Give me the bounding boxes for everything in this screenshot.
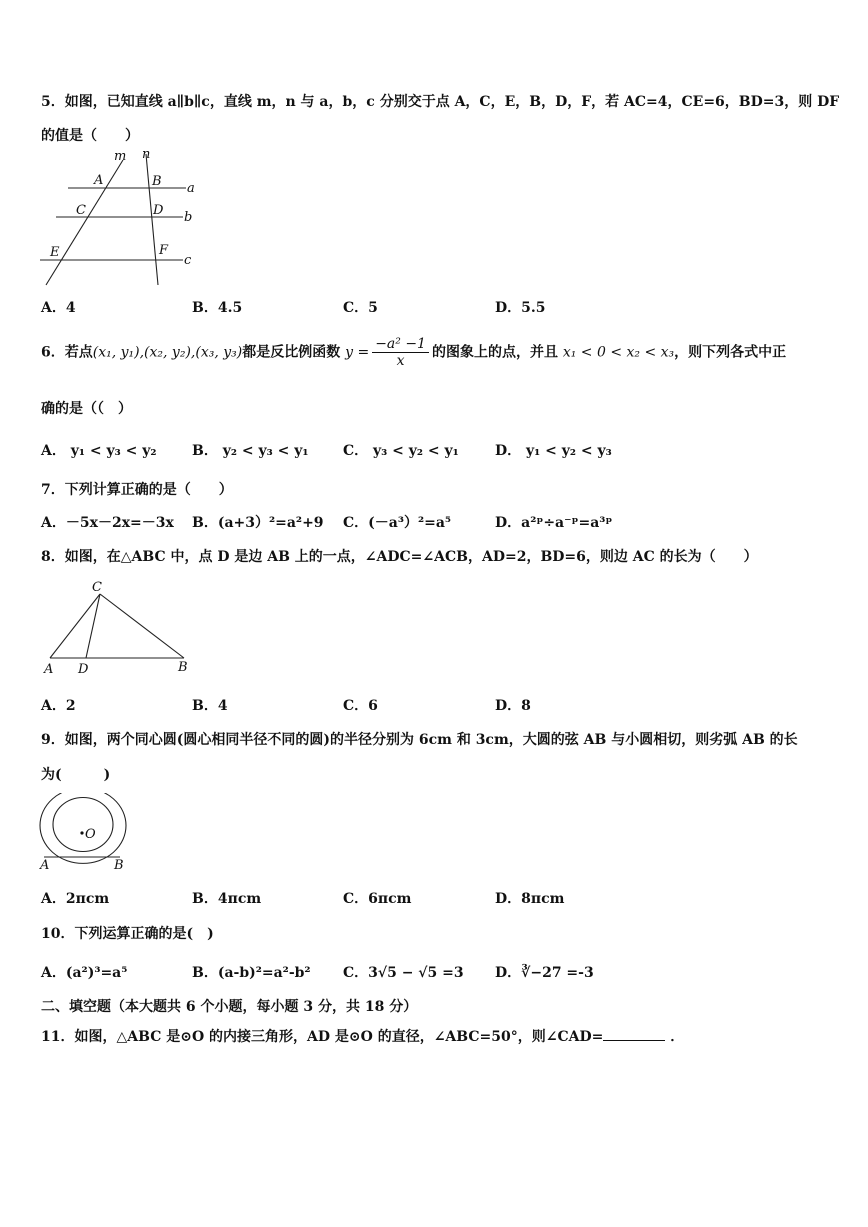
q6-option-a: A． y₁ < y₃ < y₂ bbox=[41, 443, 157, 459]
q6-points: (x₁, y₁),(x₂, y₂),(x₃, y₃) bbox=[92, 344, 243, 361]
q5-stem-line2: 的值是（ ） bbox=[41, 128, 139, 144]
label-b: b bbox=[184, 210, 193, 225]
q9-option-a: A．2πcm bbox=[41, 891, 110, 907]
label-B: B bbox=[178, 660, 188, 675]
section-2-title: 二、填空题（本大题共 6 个小题，每小题 3 分，共 18 分） bbox=[41, 999, 418, 1015]
q5-option-b: B．4.5 bbox=[192, 300, 243, 316]
q8-option-b: B．4 bbox=[192, 698, 228, 714]
q11-stem bbox=[41, 1026, 684, 1046]
q9-figure-concentric-circles bbox=[38, 793, 130, 873]
label-A: A bbox=[40, 858, 50, 873]
label-A: A bbox=[94, 173, 104, 188]
q5-option-d: D．5.5 bbox=[495, 300, 546, 316]
label-c: c bbox=[184, 253, 192, 268]
q7-option-b: B．(a+3）²=a²+9 bbox=[192, 515, 324, 531]
q5-option-c: C．5 bbox=[343, 300, 378, 316]
q10-option-a: A．(a²)³=a⁵ bbox=[41, 965, 128, 981]
label-B: B bbox=[152, 174, 162, 189]
q8-option-d: D．8 bbox=[495, 698, 531, 714]
label-C: C bbox=[92, 580, 102, 595]
q7-option-c: C．(－a³）²=a⁵ bbox=[343, 515, 452, 531]
q6-stem-line1 bbox=[41, 336, 786, 369]
q5-option-a: A．4 bbox=[41, 300, 76, 316]
q10-stem: 10．下列运算正确的是( ) bbox=[41, 926, 214, 942]
q6-func-y: y = bbox=[345, 344, 370, 361]
q6-stem-line2: 确的是（（ ） bbox=[41, 401, 132, 417]
q10-option-d: D．∛−27 =-3 bbox=[495, 965, 594, 981]
q6-suffix: ，则下列各式中正 bbox=[674, 344, 787, 361]
label-D: D bbox=[153, 203, 164, 218]
q9-option-d: D．8πcm bbox=[495, 891, 565, 907]
q6-mid: 都是反比例函数 bbox=[242, 344, 341, 361]
q9-option-c: C．6πcm bbox=[343, 891, 412, 907]
label-m: m bbox=[114, 149, 127, 164]
label-B: B bbox=[114, 858, 124, 873]
q5-stem-line1: 5．如图，已知直线 a∥b∥c，直线 m，n 与 a，b，c 分别交于点 A，C，E，B，D，F，若 AC=4，CE=6，BD=3，则 DF bbox=[41, 94, 840, 110]
segment-BC bbox=[100, 594, 184, 658]
q6-option-d: D． y₁ < y₂ < y₃ bbox=[495, 443, 612, 459]
q11-text: 11．如图，△ABC 是⊙O 的内接三角形，AD 是⊙O 的直径，∠ABC=50°，则∠CAD= bbox=[41, 1029, 604, 1045]
q8-figure-triangle bbox=[40, 578, 200, 678]
label-A: A bbox=[44, 662, 54, 677]
label-C: C bbox=[76, 203, 86, 218]
label-E: E bbox=[50, 245, 60, 260]
label-D: D bbox=[78, 662, 89, 677]
q6-condition: x₁ < 0 < x₂ < x₃ bbox=[562, 344, 675, 361]
q6-cond-text: 的图象上的点，并且 bbox=[431, 344, 558, 361]
label-a: a bbox=[187, 181, 195, 196]
q8-stem: 8．如图，在△ABC 中，点 D 是边 AB 上的一点，∠ADC=∠ACB，AD=2，BD=6，则边 AC 的长为（ ） bbox=[41, 549, 758, 565]
q8-option-c: C．6 bbox=[343, 698, 378, 714]
q8-option-a: A．2 bbox=[41, 698, 76, 714]
label-O: O bbox=[85, 827, 96, 842]
q7-option-d: D．a²ᵖ÷a⁻ᵖ=a³ᵖ bbox=[495, 515, 613, 531]
q6-option-c: C． y₃ < y₂ < y₁ bbox=[343, 443, 459, 459]
q6-prefix: 6．若点 bbox=[41, 344, 93, 361]
q9-stem-line1: 9．如图，两个同心圆(圆心相同半径不同的圆)的半径分别为 6cm 和 3cm，大圆的弦 AB 与小圆相切，则劣弧 AB 的长 bbox=[41, 732, 798, 748]
q7-option-a: A．－5x－2x=－3x bbox=[41, 515, 174, 531]
inner-circle bbox=[53, 798, 113, 852]
q11-answer-blank[interactable] bbox=[603, 1028, 665, 1041]
center-point bbox=[80, 831, 83, 834]
q11-end: ． bbox=[670, 1029, 685, 1045]
q5-figure-parallel-lines bbox=[38, 148, 208, 290]
label-n: n bbox=[142, 148, 151, 162]
q9-option-b: B．4πcm bbox=[192, 891, 262, 907]
q6-fraction bbox=[372, 336, 429, 369]
q6-frac-numerator: −a² −1 bbox=[372, 336, 429, 353]
q10-option-b: B．(a-b)²=a²-b² bbox=[192, 965, 311, 981]
q6-frac-denominator: x bbox=[396, 353, 405, 369]
q6-option-b: B． y₂ < y₃ < y₁ bbox=[192, 443, 309, 459]
line-m bbox=[46, 160, 123, 285]
label-F: F bbox=[159, 243, 169, 258]
q9-stem-line2: 为( ) bbox=[41, 767, 111, 783]
q7-stem: 7．下列计算正确的是（ ） bbox=[41, 482, 233, 498]
q10-option-c: C．3√5 − √5 =3 bbox=[343, 965, 464, 981]
